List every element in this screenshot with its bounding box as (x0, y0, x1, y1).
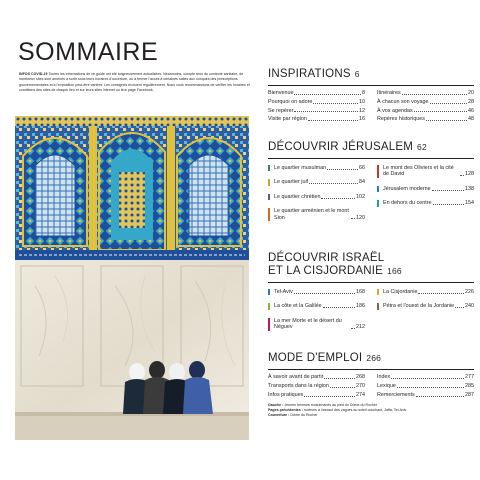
page-title: SOMMAIRE (18, 38, 159, 66)
region-color-bar (268, 318, 270, 331)
toc-entry-cote-et-galilee[interactable]: La côte et la Galilée 186 (268, 303, 365, 309)
toc-entry-se-reperer[interactable]: Se repérer 12 (268, 107, 365, 114)
covid-notice (19, 72, 252, 93)
toc-entry-quartier-musulman[interactable]: Le quartier musulman 66 (268, 165, 365, 171)
toc-entry-visite-par-region[interactable]: Visite par région 16 (268, 116, 365, 123)
section-title (268, 68, 474, 81)
toc-entry-a-savoir[interactable]: À savoir avant de partir 268 (268, 374, 365, 380)
section-page: 166 (387, 266, 402, 276)
toc-entry-a-vos-agendas[interactable]: À vos agendas 46 (377, 107, 474, 114)
region-color-bar (377, 200, 379, 206)
section-inspirations (268, 68, 474, 123)
region-color-bar (268, 208, 270, 221)
region-color-bar (377, 289, 379, 295)
section-title-text: MODE D'EMPLOI (268, 352, 363, 364)
covid-label: INFOS COVID-19 (19, 72, 48, 76)
region-color-bar (268, 303, 270, 309)
section-israel (268, 252, 474, 331)
credit-gauche: Gauche : Jeunes femmes musulmanes au pied du Dôme du Rocher (268, 403, 378, 407)
section-mode-emploi (268, 352, 474, 398)
region-color-bar (377, 303, 379, 309)
section-page: 6 (354, 69, 360, 79)
toc-entry-petra-jordanie[interactable]: Pétra et l'ouest de la Jordanie 240 (377, 303, 474, 309)
toc-entry-lexique[interactable]: Lexique 285 (377, 383, 474, 389)
section-title-text: DÉCOUVRIR JÉRUSALEM (268, 141, 414, 153)
section-title-line2: ET LA CISJORDANIE (268, 265, 384, 277)
region-color-bar (268, 289, 270, 295)
section-title-line1: DÉCOUVRIR ISRAËL (268, 252, 385, 264)
toc-entry-mer-morte-neguev[interactable]: La mer Morte et le désert du Néguev 212 (268, 318, 365, 331)
region-color-bar (268, 179, 270, 185)
covid-text: Toutes les informations de ce guide ont été soigneusement actualisées. Néanmoins, compte tenu du contexte sanitaire, de nombreux sites sont amenés à sortir sous leurs horaires d'ouverture, ou à fermer l'accès à certaines salles aux conques des prescriptions gouvernementales et à l'exposition peut-être variées. Les consignes évoluent régulièrement. Nous vous recommandons de vérifier les horaires et conditions des sites de chaque lieu et sur leurs sites internet ou leur page Facebook. (19, 72, 250, 92)
toc-entry-quartier-armenien[interactable]: Le quartier arménien et le mont Sion 120 (268, 208, 365, 221)
section-title (268, 141, 474, 154)
toc-entry-mont-des-oliviers[interactable]: Le mont des Oliviers et la cité de David 128 (377, 165, 474, 178)
toc-entry-reperes-historiques[interactable]: Repères historiques 48 (377, 116, 474, 123)
toc-entry-quartier-juif[interactable]: Le quartier juif 84 (268, 179, 365, 185)
toc-entry-index[interactable]: Index 277 (377, 374, 474, 380)
toc-entry-en-dehors-du-centre[interactable]: En dehors du centre 154 (377, 200, 474, 206)
toc-entry-remerciements[interactable]: Remerciements 287 (377, 392, 474, 398)
toc-entry-jerusalem-moderne[interactable]: Jérusalem moderne 138 (377, 186, 474, 192)
region-color-bar (377, 165, 379, 178)
region-color-bar (268, 165, 270, 171)
toc-entry-a-chacun-son-voyage[interactable]: À chacun son voyage 28 (377, 98, 474, 105)
toc-entry-quartier-chretien[interactable]: Le quartier chrétien 102 (268, 194, 365, 200)
toc-entry-transports[interactable]: Transports dans la région 270 (268, 383, 365, 389)
toc-entry-bienvenue[interactable]: Bienvenue 8 (268, 90, 365, 96)
section-page: 62 (417, 142, 427, 152)
section-jerusalem (268, 141, 474, 221)
credit-pages-precedentes: Pages précédentes : surfeurs à l'assaut des vagues au soleil couchant, Jaffa, Tel-Aviv (268, 408, 407, 413)
section-title (268, 352, 474, 365)
section-rule (268, 85, 474, 86)
section-rule (268, 158, 474, 159)
toc-entry-cisjordanie[interactable]: La Cisjordanie 226 (377, 289, 474, 295)
toc-entry-itineraires[interactable]: Itinéraires 20 (377, 90, 474, 96)
section-page: 266 (366, 353, 382, 363)
toc-entry-pourquoi-on-adore[interactable]: Pourquoi on adore 10 (268, 98, 365, 105)
photo-credits (268, 403, 474, 419)
credit-couverture: Couverture : Dôme du Rocher (268, 413, 318, 418)
region-color-bar (268, 194, 270, 200)
toc-entry-infos-pratiques[interactable]: Infos pratiques 274 (268, 392, 365, 398)
section-rule (268, 282, 474, 283)
section-title (268, 252, 474, 278)
dome-of-the-rock-illustration (15, 116, 249, 440)
section-rule (268, 369, 474, 370)
toc-entry-tel-aviv[interactable]: Tel-Aviv 168 (268, 289, 365, 295)
dome-of-the-rock-photo (15, 116, 249, 440)
section-title-text: INSPIRATIONS (268, 68, 351, 80)
region-color-bar (377, 186, 379, 192)
